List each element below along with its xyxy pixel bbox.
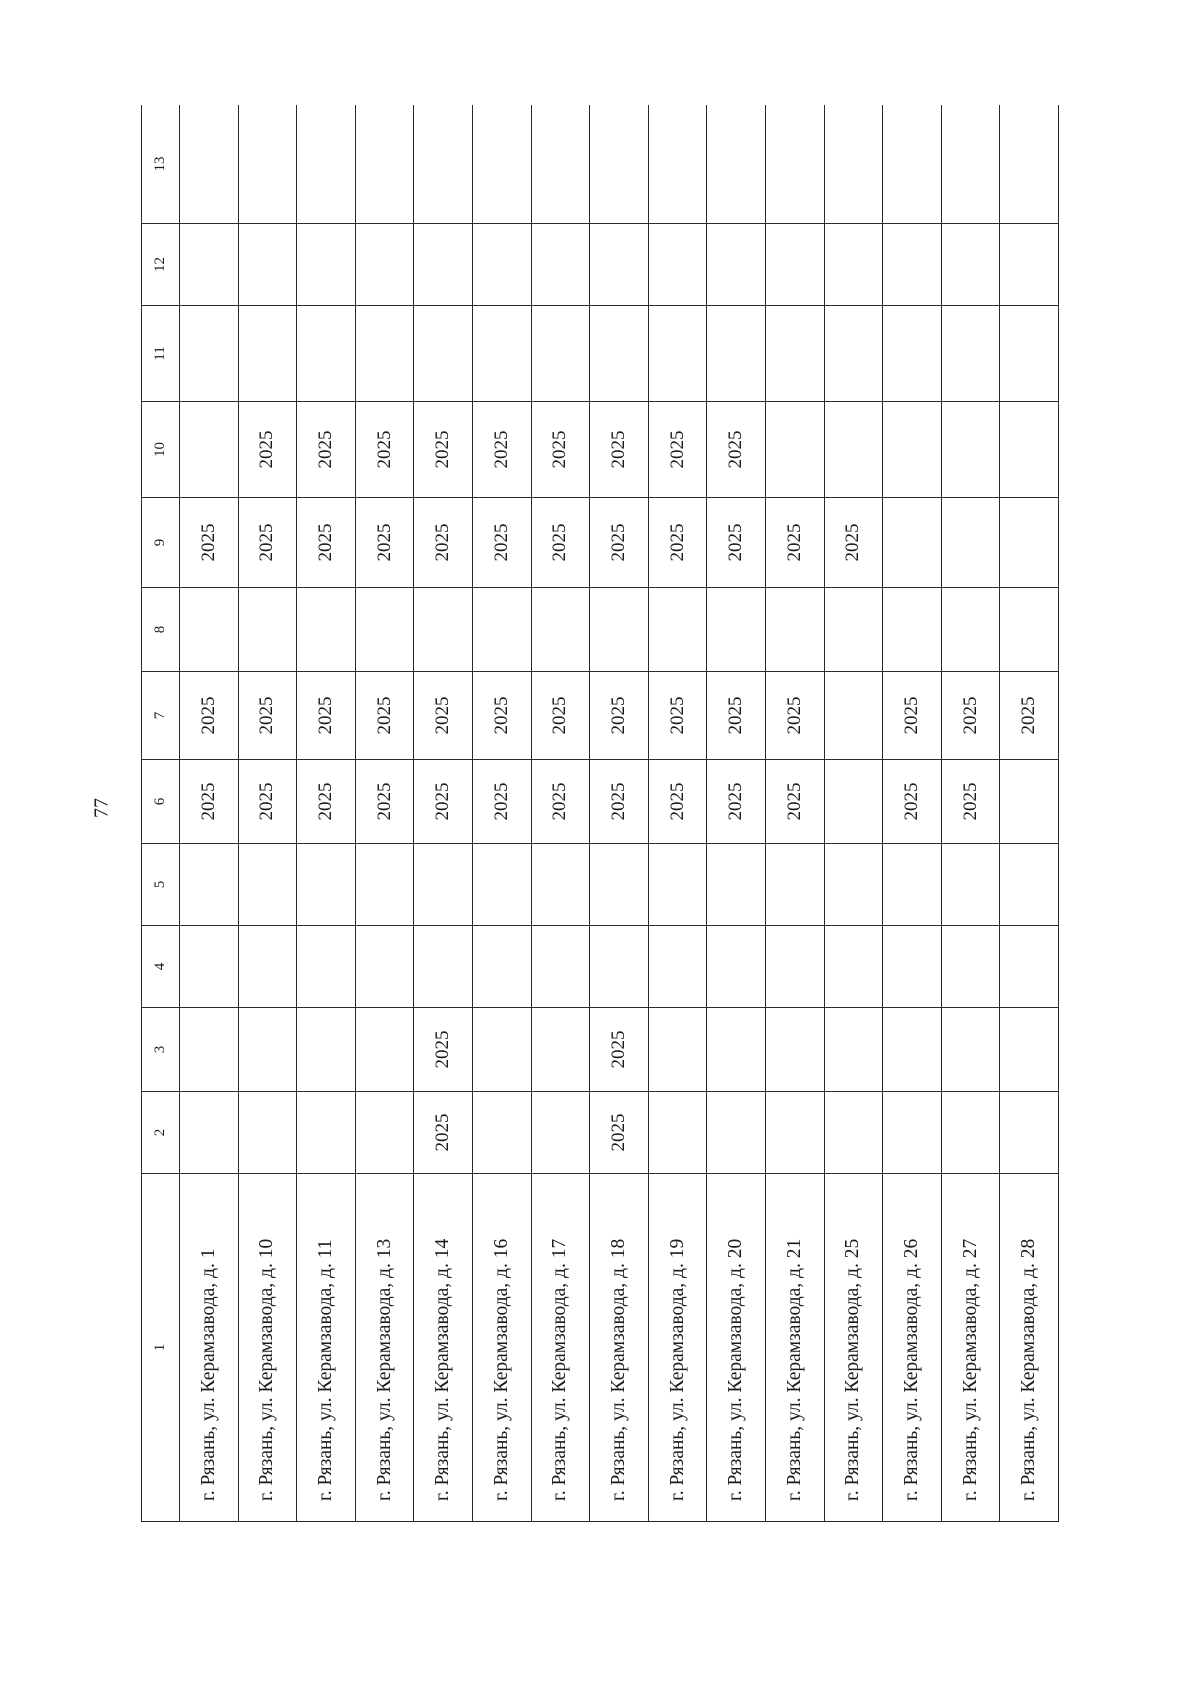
year-cell-col-2 <box>765 1092 824 1174</box>
year-cell-col-8 <box>883 588 942 672</box>
year-cell-col-5 <box>824 844 883 926</box>
year-cell-col-7: 2025 <box>707 672 766 760</box>
year-cell-col-3: 2025 <box>590 1008 649 1092</box>
year-cell-col-10: 2025 <box>472 402 531 498</box>
year-cell-col-7: 2025 <box>355 672 414 760</box>
year-cell-col-5 <box>531 844 590 926</box>
table-row <box>238 105 297 1522</box>
column-header-1: 1 <box>142 1174 180 1522</box>
year-cell-col-12 <box>765 224 824 306</box>
year-cell-col-2 <box>472 1092 531 1174</box>
year-cell-col-4 <box>297 926 356 1008</box>
year-cell-col-8 <box>648 588 707 672</box>
address-cell: г. Рязань, ул. Керамзавода, д. 10 <box>238 1174 297 1522</box>
column-header-9: 9 <box>142 498 180 588</box>
year-cell-col-2 <box>824 1092 883 1174</box>
year-cell-col-9: 2025 <box>824 498 883 588</box>
year-cell-col-11 <box>297 306 356 402</box>
year-cell-col-11 <box>414 306 473 402</box>
year-cell-col-13 <box>941 105 1000 224</box>
year-cell-col-4 <box>590 926 649 1008</box>
year-cell-col-7 <box>824 672 883 760</box>
year-cell-col-10: 2025 <box>238 402 297 498</box>
column-header-2: 2 <box>142 1092 180 1174</box>
table-row <box>180 105 239 1522</box>
year-cell-col-3 <box>765 1008 824 1092</box>
address-cell: г. Рязань, ул. Керамзавода, д. 18 <box>590 1174 649 1522</box>
year-cell-col-5 <box>180 844 239 926</box>
year-cell-col-13 <box>180 105 239 224</box>
address-cell: г. Рязань, ул. Керамзавода, д. 1 <box>180 1174 239 1522</box>
year-cell-col-7: 2025 <box>472 672 531 760</box>
year-cell-col-9 <box>941 498 1000 588</box>
year-cell-col-7: 2025 <box>180 672 239 760</box>
year-cell-col-9 <box>883 498 942 588</box>
column-header-7: 7 <box>142 672 180 760</box>
year-cell-col-2 <box>883 1092 942 1174</box>
year-cell-col-9: 2025 <box>707 498 766 588</box>
year-cell-col-8 <box>355 588 414 672</box>
year-cell-col-6 <box>1000 760 1059 844</box>
year-cell-col-9: 2025 <box>355 498 414 588</box>
year-cell-col-13 <box>707 105 766 224</box>
address-cell: г. Рязань, ул. Керамзавода, д. 17 <box>531 1174 590 1522</box>
year-cell-col-3 <box>472 1008 531 1092</box>
year-cell-col-11 <box>707 306 766 402</box>
year-cell-col-9: 2025 <box>590 498 649 588</box>
year-cell-col-5 <box>472 844 531 926</box>
year-cell-col-9: 2025 <box>297 498 356 588</box>
year-cell-col-2 <box>297 1092 356 1174</box>
year-cell-col-4 <box>1000 926 1059 1008</box>
year-cell-col-12 <box>941 224 1000 306</box>
year-cell-col-12 <box>824 224 883 306</box>
year-cell-col-10: 2025 <box>297 402 356 498</box>
column-header-11: 11 <box>142 306 180 402</box>
year-cell-col-7: 2025 <box>1000 672 1059 760</box>
table-row <box>472 105 531 1522</box>
year-cell-col-4 <box>824 926 883 1008</box>
year-cell-col-2 <box>707 1092 766 1174</box>
table-row <box>941 105 1000 1522</box>
year-cell-col-2 <box>238 1092 297 1174</box>
year-cell-col-8 <box>824 588 883 672</box>
year-cell-col-5 <box>765 844 824 926</box>
year-cell-col-6: 2025 <box>355 760 414 844</box>
year-cell-col-10 <box>941 402 1000 498</box>
year-cell-col-11 <box>765 306 824 402</box>
year-cell-col-6: 2025 <box>883 760 942 844</box>
year-cell-col-3 <box>531 1008 590 1092</box>
year-cell-col-12 <box>531 224 590 306</box>
year-cell-col-12 <box>414 224 473 306</box>
column-header-13: 13 <box>142 105 180 224</box>
year-cell-col-11 <box>180 306 239 402</box>
year-cell-col-6: 2025 <box>180 760 239 844</box>
year-cell-col-11 <box>590 306 649 402</box>
year-cell-col-2 <box>180 1092 239 1174</box>
year-cell-col-7: 2025 <box>590 672 649 760</box>
address-cell: г. Рязань, ул. Керамзавода, д. 25 <box>824 1174 883 1522</box>
address-cell: г. Рязань, ул. Керамзавода, д. 26 <box>883 1174 942 1522</box>
year-cell-col-6: 2025 <box>531 760 590 844</box>
year-cell-col-6: 2025 <box>472 760 531 844</box>
address-cell: г. Рязань, ул. Керамзавода, д. 13 <box>355 1174 414 1522</box>
year-cell-col-6: 2025 <box>590 760 649 844</box>
year-cell-col-8 <box>238 588 297 672</box>
table-row <box>297 105 356 1522</box>
table-row <box>1000 105 1059 1522</box>
table-row <box>590 105 649 1522</box>
year-cell-col-3 <box>707 1008 766 1092</box>
year-cell-col-3 <box>1000 1008 1059 1092</box>
year-cell-col-12 <box>355 224 414 306</box>
year-cell-col-11 <box>941 306 1000 402</box>
year-cell-col-4 <box>355 926 414 1008</box>
year-cell-col-8 <box>531 588 590 672</box>
table-frame <box>141 105 1059 1522</box>
year-cell-col-8 <box>414 588 473 672</box>
year-cell-col-7: 2025 <box>414 672 473 760</box>
year-cell-col-10: 2025 <box>414 402 473 498</box>
year-cell-col-10: 2025 <box>707 402 766 498</box>
schedule-table <box>141 105 1059 1522</box>
year-cell-col-13 <box>414 105 473 224</box>
year-cell-col-13 <box>355 105 414 224</box>
year-cell-col-8 <box>472 588 531 672</box>
year-cell-col-5 <box>355 844 414 926</box>
year-cell-col-13 <box>765 105 824 224</box>
year-cell-col-7: 2025 <box>297 672 356 760</box>
year-cell-col-6: 2025 <box>297 760 356 844</box>
year-cell-col-10 <box>765 402 824 498</box>
table-row <box>765 105 824 1522</box>
year-cell-col-4 <box>707 926 766 1008</box>
year-cell-col-5 <box>238 844 297 926</box>
year-cell-col-10: 2025 <box>355 402 414 498</box>
year-cell-col-10 <box>883 402 942 498</box>
year-cell-col-2 <box>648 1092 707 1174</box>
year-cell-col-7: 2025 <box>531 672 590 760</box>
year-cell-col-5 <box>297 844 356 926</box>
table-body <box>180 105 1059 1522</box>
table-header-row <box>142 105 180 1522</box>
year-cell-col-12 <box>707 224 766 306</box>
year-cell-col-3 <box>180 1008 239 1092</box>
year-cell-col-4 <box>648 926 707 1008</box>
column-header-4: 4 <box>142 926 180 1008</box>
year-cell-col-5 <box>707 844 766 926</box>
year-cell-col-6 <box>824 760 883 844</box>
year-cell-col-8 <box>707 588 766 672</box>
year-cell-col-6: 2025 <box>648 760 707 844</box>
column-header-3: 3 <box>142 1008 180 1092</box>
year-cell-col-3 <box>238 1008 297 1092</box>
address-cell: г. Рязань, ул. Керамзавода, д. 16 <box>472 1174 531 1522</box>
column-header-8: 8 <box>142 588 180 672</box>
year-cell-col-4 <box>180 926 239 1008</box>
year-cell-col-3 <box>355 1008 414 1092</box>
year-cell-col-4 <box>472 926 531 1008</box>
year-cell-col-8 <box>765 588 824 672</box>
year-cell-col-10 <box>180 402 239 498</box>
page-number: 77 <box>90 798 113 818</box>
year-cell-col-11 <box>1000 306 1059 402</box>
year-cell-col-11 <box>238 306 297 402</box>
table-row <box>707 105 766 1522</box>
year-cell-col-11 <box>648 306 707 402</box>
year-cell-col-12 <box>180 224 239 306</box>
year-cell-col-6: 2025 <box>414 760 473 844</box>
year-cell-col-3 <box>883 1008 942 1092</box>
year-cell-col-10 <box>824 402 883 498</box>
year-cell-col-6: 2025 <box>941 760 1000 844</box>
year-cell-col-9: 2025 <box>765 498 824 588</box>
year-cell-col-10: 2025 <box>590 402 649 498</box>
table-row <box>531 105 590 1522</box>
year-cell-col-12 <box>648 224 707 306</box>
year-cell-col-12 <box>1000 224 1059 306</box>
year-cell-col-8 <box>590 588 649 672</box>
year-cell-col-10: 2025 <box>648 402 707 498</box>
year-cell-col-8 <box>1000 588 1059 672</box>
year-cell-col-13 <box>824 105 883 224</box>
year-cell-col-3 <box>824 1008 883 1092</box>
table-row <box>648 105 707 1522</box>
year-cell-col-2 <box>355 1092 414 1174</box>
year-cell-col-3 <box>297 1008 356 1092</box>
year-cell-col-5 <box>883 844 942 926</box>
year-cell-col-12 <box>590 224 649 306</box>
table-row <box>414 105 473 1522</box>
year-cell-col-4 <box>414 926 473 1008</box>
year-cell-col-13 <box>238 105 297 224</box>
year-cell-col-4 <box>883 926 942 1008</box>
year-cell-col-13 <box>1000 105 1059 224</box>
year-cell-col-11 <box>531 306 590 402</box>
year-cell-col-4 <box>941 926 1000 1008</box>
year-cell-col-3 <box>941 1008 1000 1092</box>
year-cell-col-8 <box>941 588 1000 672</box>
year-cell-col-5 <box>590 844 649 926</box>
year-cell-col-4 <box>765 926 824 1008</box>
year-cell-col-13 <box>590 105 649 224</box>
year-cell-col-6: 2025 <box>707 760 766 844</box>
year-cell-col-7: 2025 <box>238 672 297 760</box>
year-cell-col-11 <box>824 306 883 402</box>
year-cell-col-8 <box>180 588 239 672</box>
year-cell-col-2: 2025 <box>414 1092 473 1174</box>
year-cell-col-13 <box>472 105 531 224</box>
year-cell-col-6: 2025 <box>238 760 297 844</box>
year-cell-col-7: 2025 <box>765 672 824 760</box>
column-header-5: 5 <box>142 844 180 926</box>
year-cell-col-2 <box>1000 1092 1059 1174</box>
year-cell-col-12 <box>472 224 531 306</box>
year-cell-col-10: 2025 <box>531 402 590 498</box>
address-cell: г. Рязань, ул. Керамзавода, д. 20 <box>707 1174 766 1522</box>
year-cell-col-13 <box>883 105 942 224</box>
year-cell-col-6: 2025 <box>765 760 824 844</box>
year-cell-col-3: 2025 <box>414 1008 473 1092</box>
year-cell-col-12 <box>297 224 356 306</box>
year-cell-col-11 <box>472 306 531 402</box>
year-cell-col-12 <box>238 224 297 306</box>
year-cell-col-10 <box>1000 402 1059 498</box>
year-cell-col-11 <box>355 306 414 402</box>
table-row <box>824 105 883 1522</box>
year-cell-col-9: 2025 <box>472 498 531 588</box>
year-cell-col-9 <box>1000 498 1059 588</box>
year-cell-col-9: 2025 <box>180 498 239 588</box>
table-row <box>883 105 942 1522</box>
year-cell-col-2: 2025 <box>590 1092 649 1174</box>
year-cell-col-7: 2025 <box>941 672 1000 760</box>
column-header-6: 6 <box>142 760 180 844</box>
year-cell-col-5 <box>941 844 1000 926</box>
address-cell: г. Рязань, ул. Керамзавода, д. 19 <box>648 1174 707 1522</box>
year-cell-col-8 <box>297 588 356 672</box>
year-cell-col-9: 2025 <box>648 498 707 588</box>
address-cell: г. Рязань, ул. Керамзавода, д. 28 <box>1000 1174 1059 1522</box>
year-cell-col-13 <box>648 105 707 224</box>
year-cell-col-13 <box>297 105 356 224</box>
year-cell-col-7: 2025 <box>883 672 942 760</box>
address-cell: г. Рязань, ул. Керамзавода, д. 21 <box>765 1174 824 1522</box>
year-cell-col-2 <box>941 1092 1000 1174</box>
address-cell: г. Рязань, ул. Керамзавода, д. 11 <box>297 1174 356 1522</box>
year-cell-col-7: 2025 <box>648 672 707 760</box>
year-cell-col-3 <box>648 1008 707 1092</box>
year-cell-col-9: 2025 <box>238 498 297 588</box>
year-cell-col-5 <box>414 844 473 926</box>
year-cell-col-9: 2025 <box>414 498 473 588</box>
year-cell-col-4 <box>531 926 590 1008</box>
year-cell-col-9: 2025 <box>531 498 590 588</box>
table-row <box>355 105 414 1522</box>
year-cell-col-13 <box>531 105 590 224</box>
year-cell-col-11 <box>883 306 942 402</box>
year-cell-col-5 <box>648 844 707 926</box>
address-cell: г. Рязань, ул. Керамзавода, д. 27 <box>941 1174 1000 1522</box>
column-header-12: 12 <box>142 224 180 306</box>
year-cell-col-4 <box>238 926 297 1008</box>
year-cell-col-5 <box>1000 844 1059 926</box>
column-header-10: 10 <box>142 402 180 498</box>
address-cell: г. Рязань, ул. Керамзавода, д. 14 <box>414 1174 473 1522</box>
year-cell-col-2 <box>531 1092 590 1174</box>
year-cell-col-12 <box>883 224 942 306</box>
